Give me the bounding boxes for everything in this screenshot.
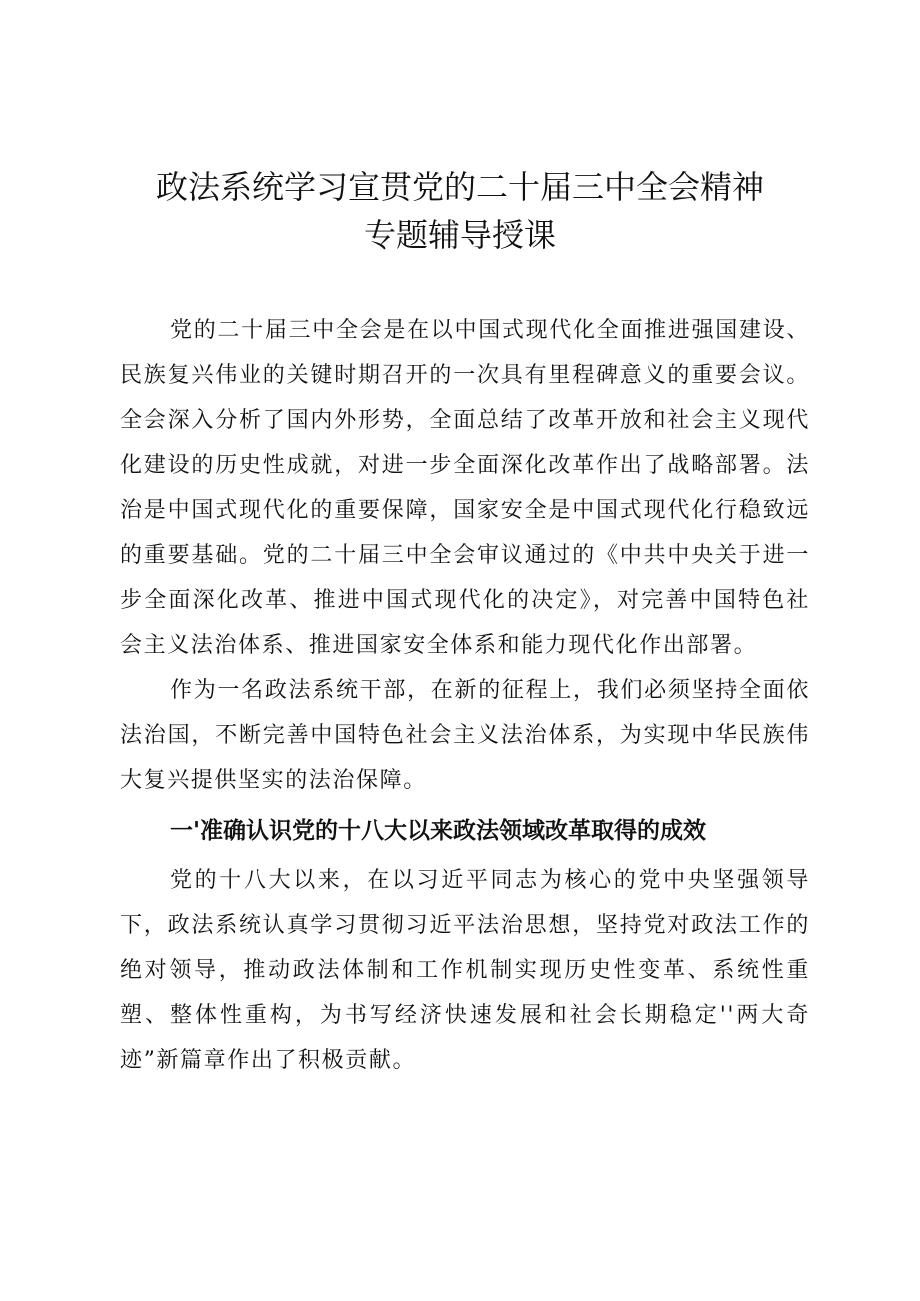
document-title-line-2: 专题辅导授课 <box>363 216 556 254</box>
section-heading-1: 一'准确认识党的十八大以来政法领域改革取得的成效 <box>170 818 707 844</box>
body-paragraph-2: 作为一名政法系统干部，在新的征程上，我们必须坚持全面依法治国，不断完善中国特色社会主义法治体系，为实现中华民族伟大复兴提供坚实的法治保障。 <box>120 678 810 793</box>
body-paragraph-3: 党的十八大以来，在以习近平同志为核心的党中央坚强领导下，政法系统认真学习贯彻习近平法治思想，坚持党对政法工作的绝对领导，推动政法体制和工作机制实现历史性变革、系统性重塑、整体性重构，为书写经济快速发展和社会长期稳定''两大奇迹”新篇章作出了积极贡献。 <box>120 868 810 1073</box>
body-paragraph-1: 党的二十届三中全会是在以中国式现代化全面推进强国建设、民族复兴伟业的关键时期召开的一次具有里程碑意义的重要会议。全会深入分析了国内外形势，全面总结了改革开放和社会主义现代化建设的历史性成就，对进一步全面深化改革作出了战略部署。法治是中国式现代化的重要保障，国家安全是中国式现代化行稳致远的重要基础。党的二十届三中全会审议通过的《中共中央关于进一步全面深化改革、推进中国式现代化的决定》，对完善中国特色社会主义法治体系、推进国家安全体系和能力现代化作出部署。 <box>120 318 810 658</box>
document-title-line-1: 政法系统学习宣贯党的二十届三中全会精神 <box>155 168 764 206</box>
